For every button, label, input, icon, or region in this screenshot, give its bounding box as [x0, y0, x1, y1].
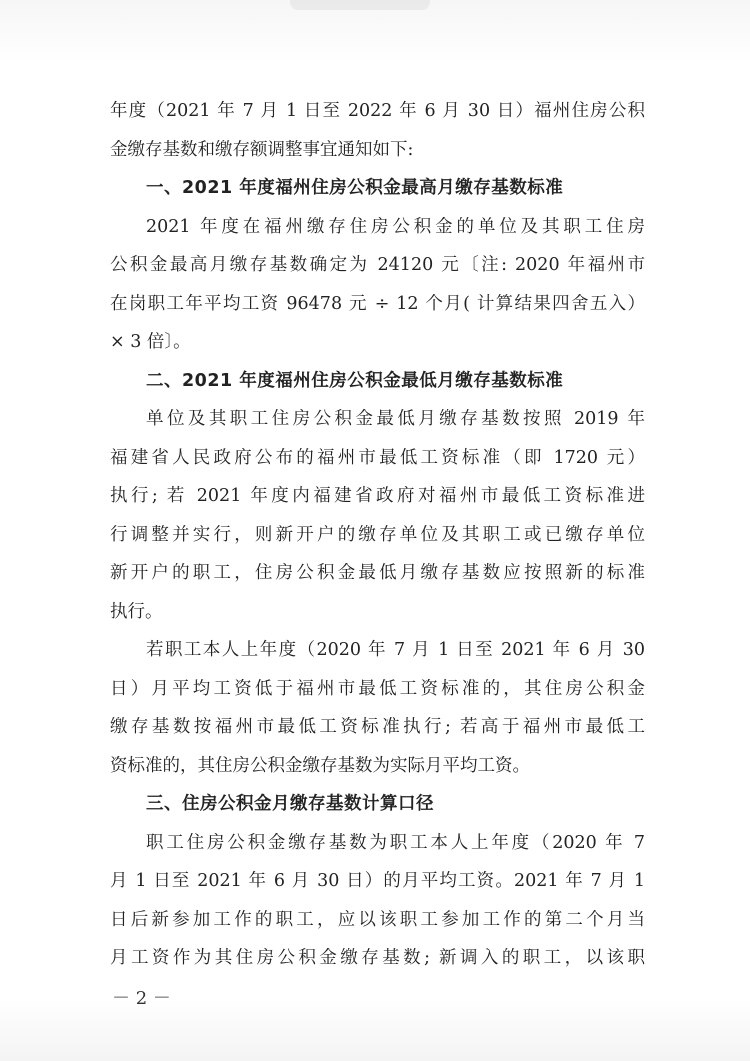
paragraph-line: 金缴存基数和缴存额调整事宜通知如下:	[110, 139, 414, 160]
paragraph-line: 职工住房公积金缴存基数为职工本人上年度（2020 年 7	[146, 832, 645, 853]
paragraph-line: 执行。	[110, 601, 163, 622]
paragraph-line: 2021 年度在福州缴存住房公积金的单位及其职工住房	[146, 216, 645, 237]
paragraph-line: 月工资作为其住房公积金缴存基数; 新调入的职工，以该职	[110, 948, 645, 968]
section-heading-3: 三、住房公积金月缴存基数计算口径	[146, 794, 434, 814]
document-body	[110, 92, 645, 978]
paragraph-line: 单位及其职工住房公积金最低月缴存基数按照 2019 年	[146, 409, 645, 429]
section-heading-1: 一、2021 年度福州住房公积金最高月缴存基数标准	[146, 178, 564, 198]
paragraph-line: 日后新参加工作的职工，应以该职工参加工作的第二个月当	[110, 909, 645, 930]
paragraph-line: 若职工本人上年度（2020 年 7 月 1 日至 2021 年 6 月 30	[146, 640, 645, 660]
paragraph-line: 新开户的职工，住房公积金最低月缴存基数应按照新的标准	[110, 563, 645, 583]
paragraph-line: 资标准的，其住房公积金缴存基数为实际月平均工资。	[110, 755, 530, 776]
section-heading-2: 二、2021 年度福州住房公积金最低月缴存基数标准	[146, 370, 564, 391]
paragraph-line: 执行; 若 2021 年度内福建省政府对福州市最低工资标准进	[110, 486, 645, 506]
page-number: － 2 －	[112, 988, 171, 1009]
paragraph-line: 缴存基数按福州市最低工资标准执行; 若高于福州市最低工	[110, 717, 645, 737]
paragraph-line: 日）月平均工资低于福州市最低工资标准的，其住房公积金	[110, 678, 645, 699]
paragraph-line: 行调整并实行，则新开户的缴存单位及其职工或已缴存单位	[110, 524, 645, 545]
paragraph-line: 公积金最高月缴存基数确定为 24120 元〔注: 2020 年福州市	[110, 255, 645, 275]
scan-edge-mark	[290, 0, 430, 10]
paragraph-line: 月 1 日至 2021 年 6 月 30 日）的月平均工资。2021 年 7 月 1	[110, 871, 645, 891]
paragraph-line: × 3 倍〕。	[110, 332, 191, 352]
paragraph-line: 福建省人民政府公布的福州市最低工资标准（即 1720 元）	[110, 447, 645, 468]
paragraph-line: 年度（2021 年 7 月 1 日至 2022 年 6 月 30 日）福州住房公积	[110, 101, 645, 121]
paragraph-line: 在岗职工年平均工资 96478 元 ÷ 12 个月( 计算结果四舍五入）	[110, 293, 645, 314]
